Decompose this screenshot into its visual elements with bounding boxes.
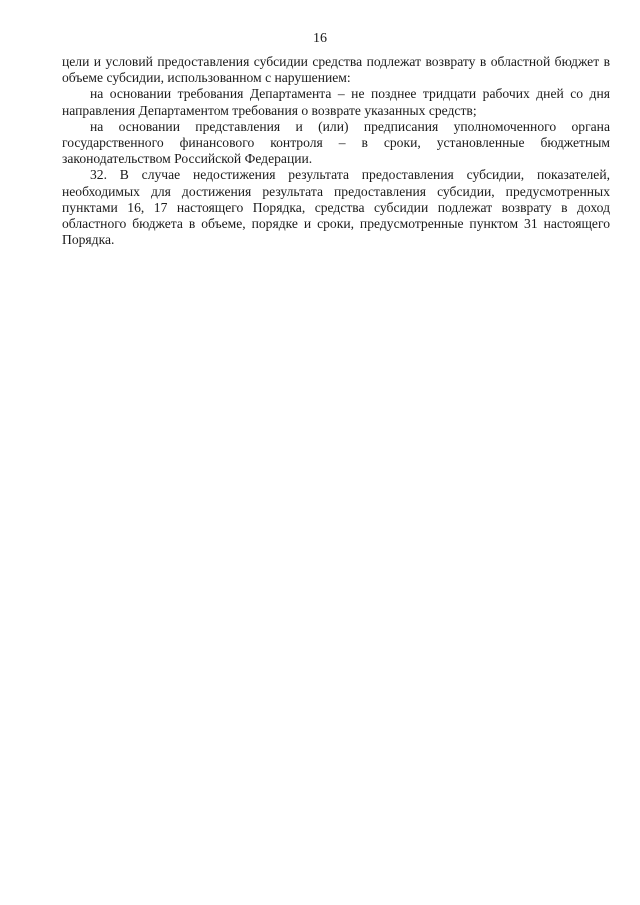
paragraph-department-requirement: на основании требования Департамента – не позднее тридцати рабочих дней со дня направления Департаментом требования о возврате указанных средств;: [62, 86, 610, 118]
paragraph-clause-32: 32. В случае недостижения результата предоставления субсидии, показателей, необходимых для достижения результата предоставления субсидии, предусмотренных пунктами 16, 17 настоящего Порядка, средства субсидии подлежат возврату в доход областного бюджета в объеме, порядке и сроки, предусмотренные пунктом 31 настоящего Порядка.: [62, 167, 610, 248]
paragraph-continuation: цели и условий предоставления субсидии средства подлежат возврату в областной бюджет в объеме субсидии, использованном с нарушением:: [62, 54, 610, 86]
page-number: 16: [313, 31, 327, 46]
paragraph-financial-control: на основании представления и (или) предписания уполномоченного органа государственного финансового контроля – в сроки, установленные бюджетным законодательством Российской Федерации.: [62, 118, 610, 167]
document-body: [62, 54, 610, 248]
